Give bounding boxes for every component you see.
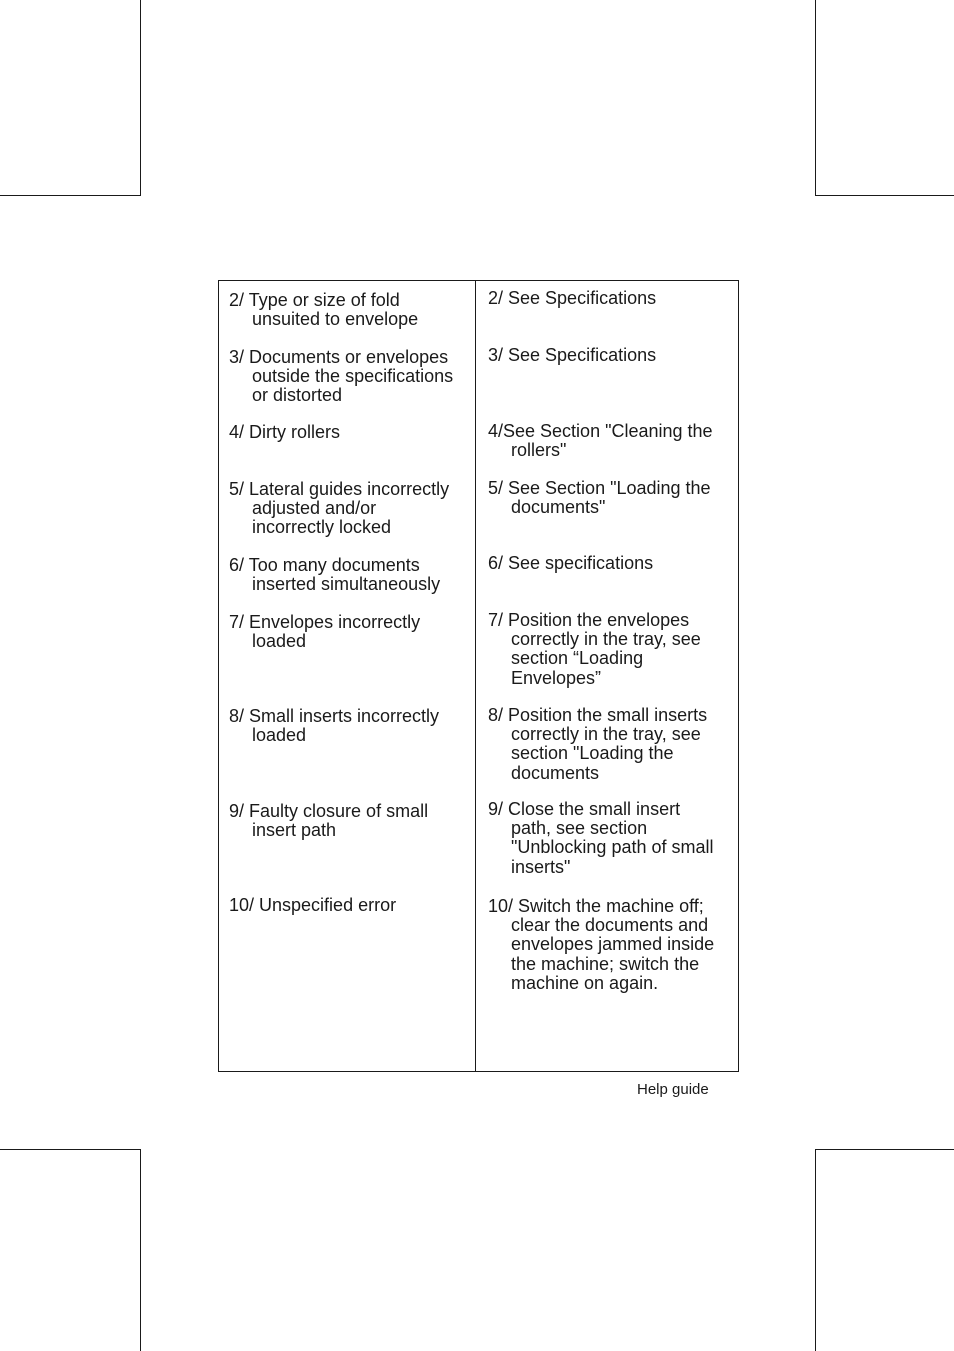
remedy-line: 2/ See Specifications	[488, 288, 657, 308]
cause-line: 7/ Envelopes incorrectly	[229, 612, 421, 632]
cause-item-9	[229, 802, 428, 840]
cause-line: inserted simultaneously	[252, 574, 441, 595]
remedy-line: 3/ See Specifications	[488, 345, 657, 365]
remedy-line: 5/ See Section "Loading the	[488, 478, 711, 498]
crop-mark-top-left-horizontal	[0, 195, 141, 196]
crop-mark-bottom-right-vertical	[815, 1149, 816, 1351]
crop-mark-bottom-right-horizontal	[815, 1149, 954, 1150]
cause-line: incorrectly locked	[252, 517, 392, 538]
remedy-line: 9/ Close the small insert	[488, 799, 681, 819]
cause-item-5	[229, 480, 449, 538]
remedy-item-8	[488, 706, 707, 783]
cause-item-3	[229, 348, 453, 406]
cause-line: 2/ Type or size of fold	[229, 290, 400, 310]
troubleshooting-table	[218, 280, 739, 1072]
cause-line: outside the specifications	[252, 366, 454, 387]
cause-line: 8/ Small inserts incorrectly	[229, 706, 440, 726]
remedy-line: 8/ Position the small inserts	[488, 705, 708, 725]
cause-line: 4/ Dirty rollers	[229, 422, 341, 442]
cause-line: adjusted and/or	[252, 498, 377, 519]
crop-mark-bottom-left-horizontal	[0, 1149, 141, 1150]
cause-line: 9/ Faulty closure of small	[229, 801, 429, 821]
remedy-item-6	[488, 554, 653, 573]
remedy-line: path, see section	[511, 818, 648, 839]
remedy-line: 4/See Section "Cleaning the	[488, 421, 713, 441]
remedy-line: documents"	[511, 497, 606, 518]
cause-item-10	[229, 896, 396, 915]
remedy-line: 7/ Position the envelopes	[488, 610, 690, 630]
remedy-line: inserts"	[511, 856, 571, 877]
remedy-item-9	[488, 800, 714, 877]
remedy-line: Envelopes”	[511, 667, 602, 688]
cause-item-8	[229, 707, 439, 745]
remedy-item-3	[488, 346, 656, 365]
remedy-line: correctly in the tray, see	[511, 629, 701, 650]
crop-mark-top-left-vertical	[140, 0, 141, 195]
remedy-line: envelopes jammed inside	[511, 934, 715, 955]
remedy-line: documents	[511, 762, 600, 783]
remedy-item-2	[488, 289, 656, 308]
remedy-line: the machine; switch the	[511, 953, 700, 974]
remedy-item-7	[488, 611, 701, 688]
remedy-line: 6/ See specifications	[488, 553, 654, 573]
cause-line: 6/ Too many documents	[229, 555, 420, 575]
remedy-line: section “Loading	[511, 648, 644, 669]
remedy-line: section "Loading the	[511, 743, 674, 764]
cause-line: or distorted	[252, 385, 343, 406]
cause-item-2	[229, 291, 418, 329]
remedy-line: correctly in the tray, see	[511, 724, 701, 745]
crop-mark-top-right-horizontal	[815, 195, 954, 196]
crop-mark-bottom-left-vertical	[140, 1149, 141, 1351]
remedy-line: clear the documents and	[511, 915, 709, 936]
cause-line: unsuited to envelope	[252, 309, 419, 330]
remedy-item-5	[488, 479, 711, 517]
cause-line: 5/ Lateral guides incorrectly	[229, 479, 450, 499]
remedy-line: 10/ Switch the machine off;	[488, 896, 704, 916]
cause-line: loaded	[252, 631, 307, 652]
remedy-line: machine on again.	[511, 972, 659, 993]
remedy-line: "Unblocking path of small	[511, 837, 714, 858]
cause-line: 3/ Documents or envelopes	[229, 347, 449, 367]
cause-item-7	[229, 613, 420, 651]
cause-line: insert path	[252, 820, 337, 841]
cause-item-4	[229, 423, 340, 442]
remedy-line: rollers"	[511, 440, 567, 461]
remedy-item-10	[488, 897, 714, 993]
crop-mark-top-right-vertical	[815, 0, 816, 195]
cause-line: loaded	[252, 725, 307, 746]
page-footer-label: Help guide	[637, 1081, 709, 1098]
cause-item-6	[229, 556, 440, 594]
remedy-item-4	[488, 422, 713, 460]
cause-line: 10/ Unspecified error	[229, 895, 397, 915]
column-divider	[475, 281, 476, 1071]
